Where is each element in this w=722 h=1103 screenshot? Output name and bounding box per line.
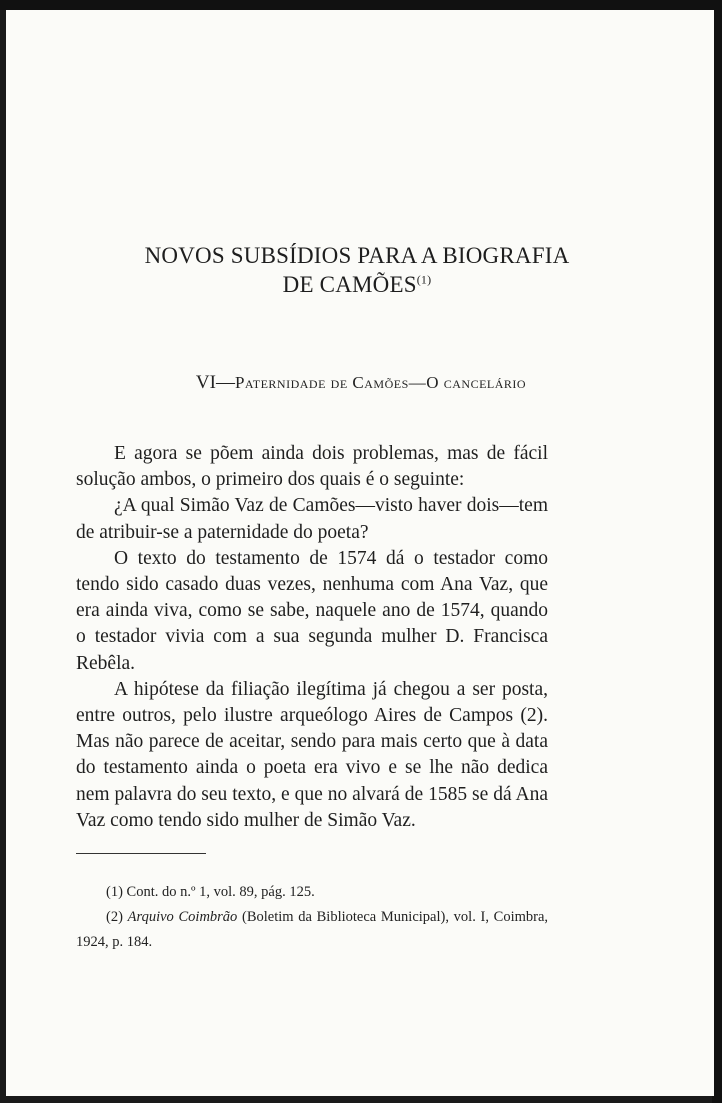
- footnote-2-title: Arquivo Coimbrão: [127, 909, 238, 925]
- footnote-1: [76, 880, 548, 905]
- title-footnote-ref: (1): [416, 272, 432, 287]
- section-heading: [0, 372, 722, 394]
- footnote-separator: [76, 853, 206, 854]
- paragraph: A hipótese da filiação ilegítima já chegou a ser posta, entre outros, pelo ilustre arqueólogo Aires de Campos (2). Mas não parece de aceitar, sendo para mais certo que à data do testamento ainda o poeta era vivo e se lhe não dedica nem palavra do seu texto, e que no alvará de 1585 se dá Ana Vaz como tendo sido mulher de Simão Vaz.: [76, 678, 548, 831]
- footnote-2-mark: (2): [106, 909, 123, 925]
- title-line-1-text: NOVOS SUBSÍDIOS PARA A BIOGRAFIA: [144, 243, 570, 268]
- paragraph: E agora se põem ainda dois problemas, mas de fácil solução ambos, o primeiro dos quais é o seguinte:: [76, 443, 548, 491]
- article-title-line-2: [0, 272, 718, 298]
- paragraph: ¿A qual Simão Vaz de Camões—visto haver dois—tem de atribuir-se a paternidade do poeta?: [76, 495, 548, 543]
- footnote-1-text: Cont. do n.º 1, vol. 89, pág. 125.: [126, 884, 315, 900]
- title-line-2-text: DE CAMÕES: [282, 272, 417, 297]
- paragraph: O texto do testamento de 1574 dá o testador como tendo sido casado duas vezes, nenhuma com Ana Vaz, que era ainda viva, como se sabe, naquele ano de 1574, quando o testador vivia com a sua segunda mulher D. Francisca Rebêla.: [76, 547, 548, 674]
- footnote-1-mark: (1): [106, 884, 123, 900]
- section-numeral: VI—: [195, 372, 235, 393]
- body-text: [76, 441, 548, 834]
- footnote-2: [76, 905, 548, 955]
- scan-border-top: [0, 0, 722, 10]
- section-heading-text: Paternidade de Camões—O cancelário: [234, 373, 527, 392]
- footnotes: [76, 880, 548, 955]
- footnote-2-text: (Boletim da Biblioteca Municipal), vol. I, Coimbra, 1924, p. 184.: [76, 909, 549, 950]
- article-title-line-1: [0, 243, 718, 269]
